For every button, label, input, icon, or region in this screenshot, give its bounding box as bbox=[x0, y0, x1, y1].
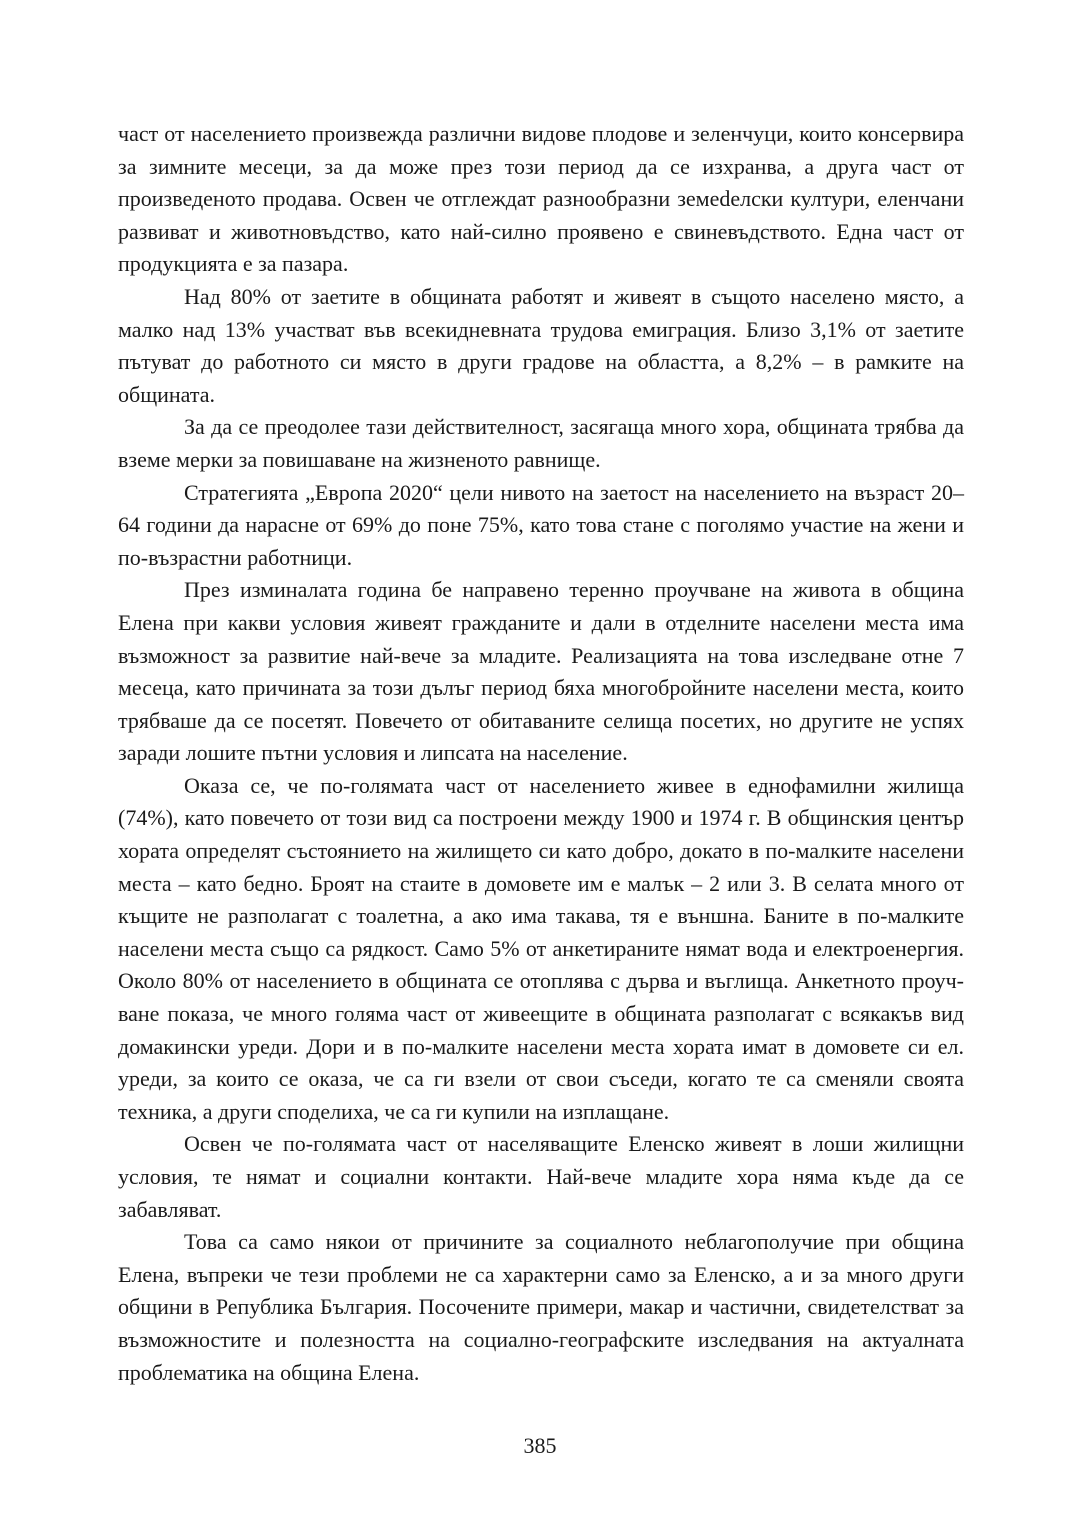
paragraph-6: Оказа се, че по-голямата част от населението живее в еднофамилни жилища (74%), като повечето от този вид са построени между 1900 и 1974 г. В общинския център хората определят състоянието на жилището си като добро, докато в по-малките населени места – като бедно. Броят на стаите в домовете им е малък – 2 или 3. В селата много от къщите не разполагат с тоалетна, а ако има такава, тя е външна. Баните в по-малките населени места също са рядкост. Само 5% от анкетираните нямат вода и електроенергия. Около 80% от населението в общината се отоплява с дърва и въглища. Анкетното проучване показа, че много голяма част от живеещите в общината разполагат с всякакъв вид домакински уреди. Дори и в по-малките населени места хората имат в домовете си ел. уреди, за които се оказа, че са ги взели от свои съседи, когато те са сменяли своята техника, а други споделиха, че са ги купили на изплащане. bbox=[118, 772, 964, 1124]
document-body bbox=[118, 118, 964, 1389]
paragraph-8: Това са само някои от причините за социалното неблагополучие при община Елена, въпреки че тези проблеми не са характерни само за Еленско, а и за много други общини в Република България. Посочените примери, макар и частични, свидетелстват за възможностите и полезността на социално-географските изследвания на актуалната проблематика на община Елена. bbox=[118, 1229, 964, 1385]
page-number: 385 bbox=[523, 1433, 557, 1458]
paragraph-4: Стратегията „Европа 2020“ цели нивото на заетост на населението на възраст 20–64 години да нарасне от 69% до поне 75%, като това стане с поголямо участие на жени и по-възрастни работници. bbox=[118, 479, 964, 570]
paragraph-5: През изминалата година бе направено теренно проучване на живота в община Елена при какви условия живеят гражданите и дали в отделните населени места има възможност за развитие най-вече за младите. Реализацията на това изследване отне 7 месеца, като причината за този дълъг период бяха многобройните населени места, които трябваше да се посетят. Повечето от обитаваните селища посетих, но другите не успях заради лошите пътни условия и липсата на население. bbox=[118, 577, 964, 766]
paragraph-7: Освен че по-голямата част от населяващите Еленско живеят в лоши жилищни условия, те нямат и социални контакти. Най-вече младите хора няма къде да се забавляват. bbox=[118, 1131, 964, 1222]
paragraph-3: За да се преодолее тази действителност, засягаща много хора, общината трябва да вземе мерки за повишаване на жизненото равнище. bbox=[118, 414, 964, 472]
paragraph-1: част от населението произвежда различни видове плодове и зеленчуци, които консервира за зимните месеци, за да може през този период да се изхранва, а друга част от произведеното продава. Освен че отглеждат разнообразни земеdелски култури, еленчани развиват и животновъдство, като най-силно проявено е свиневъдството. Една част от продукцията е за пазара. bbox=[118, 121, 964, 277]
paragraph-2: Над 80% от заетите в общината работят и живеят в същото населено място, а малко над 13% участват във всекидневната трудова емиграция. Близо 3,1% от заетите пътуват до работното си място в други градове на областта, а 8,2% – в рамките на общината. bbox=[118, 283, 964, 407]
